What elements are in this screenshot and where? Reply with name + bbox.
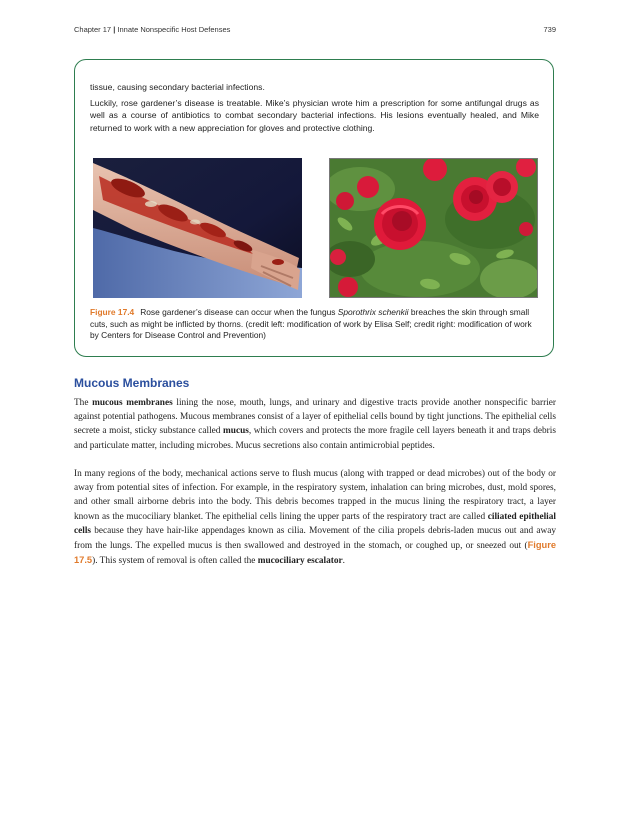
feature-paragraph-2: Luckily, rose gardener’s disease is treatable. Mike’s physician wrote him a prescription for some antifungal drugs as well as a course of antibiotics to combat secondary bacterial infections. His lesions eventually healed, and Mike returned to work with a new appreciation for gloves and protective clothing. [90,98,539,133]
arm-lesion-photo [93,158,302,298]
case-study-box [74,59,554,357]
running-head: Chapter 17 | Innate Nonspecific Host Defenses [74,25,231,34]
figure-label: Figure 17.4 [90,307,135,317]
figure-link[interactable]: Figure 17.5 [74,540,556,566]
rose-bush-photo [329,158,538,298]
body-paragraph-2: In many regions of the body, mechanical actions serve to flush mucus (along with trapped or dead microbes) out of the body or away from potential sites of infection. For example, in the respiratory system, inhalation can bring microbes, dust, mold spores, and other small airborne debris into the body. This debris becomes trapped in the mucus lining the respiratory tract, a layer known as the mucociliary blanket. The epithelial cells lining the upper parts of the respiratory tract are called ciliated epithelial cells because they have hair-like appendages known as cilia. Movement of the cilia propels debris-laden mucus out and away from the lungs. The expelled mucus is then swallowed and destroyed in the stomach, or coughed up, or sneezed out (Figure 17.5). This system of removal is often called the mucociliary escalator. [74,469,556,567]
species-name: Sporothrix schenkii [337,307,409,317]
figure-caption: Figure 17.4 Rose gardener’s disease can occur when the fungus Sporothrix schenkii breaches the skin through small cuts, such as might be inflicted by thorns. (credit left: modification of work by Elisa Self; credit right: modification of work by Centers for Disease Control and Prevention) [90,307,532,341]
feature-paragraph-1: tissue, causing secondary bacterial infections. [90,82,265,92]
key-term: ciliated epithelial cells [74,511,556,536]
section-heading: Mucous Membranes [74,376,190,390]
body-paragraph-1: The mucous membranes lining the nose, mouth, lungs, and urinary and digestive tracts provide another nonspecific barrier against potential pathogens. Mucous membranes consist of a layer of epithelial cells bound by tight junctions. The epithelial cells secrete a moist, sticky substance called mucus, which covers and protects the more fragile cell layers beneath it and traps debris and particulate matter, including microbes. Mucus secretions also contain antimicrobial peptides. [74,398,557,451]
key-term: mucus [223,426,249,437]
page-number: 739 [543,25,556,34]
page-header [74,25,556,34]
key-term: mucociliary escalator [257,556,343,567]
key-term: mucous membranes [92,398,173,408]
